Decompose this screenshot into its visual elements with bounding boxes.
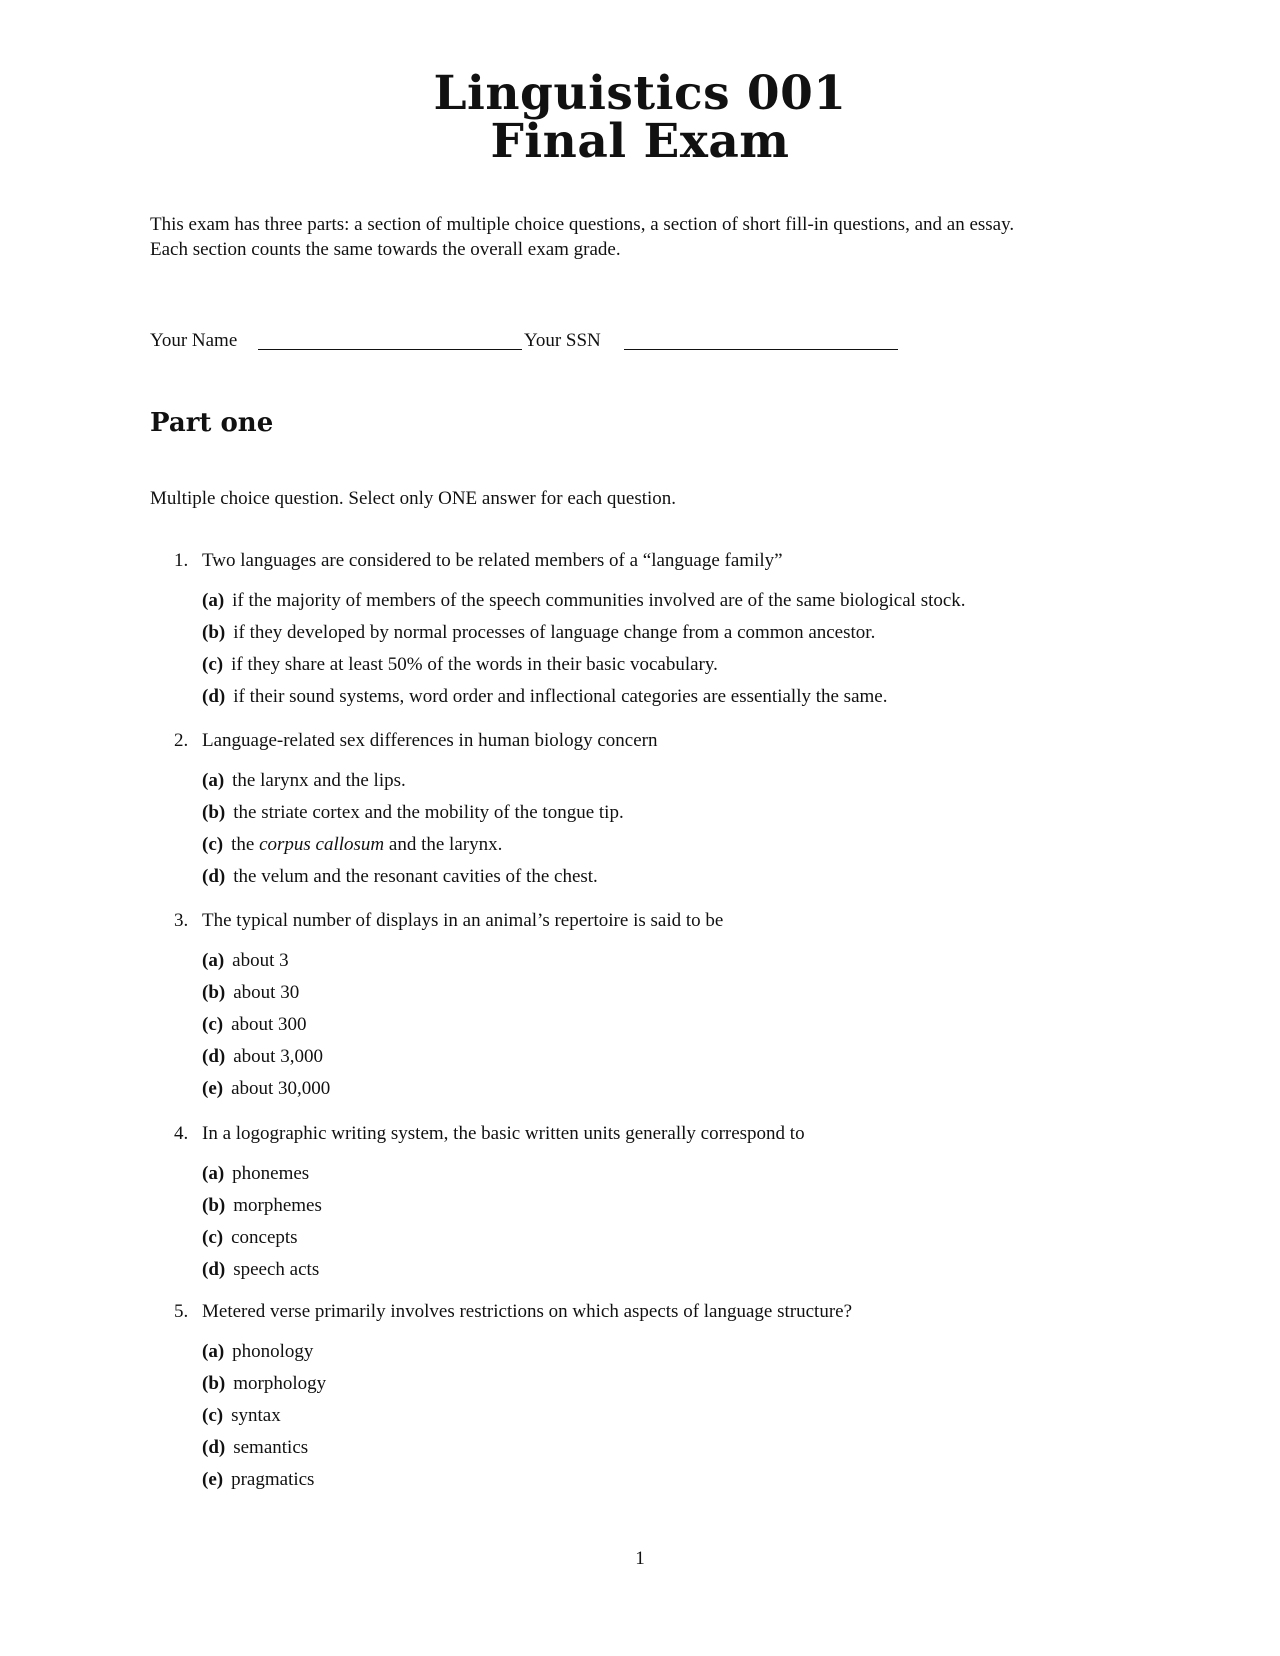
page-number: 1	[635, 1548, 645, 1569]
name-label: Your Name	[150, 330, 238, 351]
option-label: (a)	[202, 770, 225, 791]
option-label: (e)	[202, 1078, 224, 1099]
answer-option[interactable]	[202, 1014, 307, 1036]
option-label: (d)	[202, 866, 226, 887]
ssn-blank[interactable]	[624, 349, 898, 350]
answer-option[interactable]	[202, 1078, 330, 1100]
answer-option[interactable]	[202, 1046, 323, 1068]
intro-line-1: This exam has three parts: a section of multiple choice questions, a section of short fill-in questions, and an essay.	[150, 214, 1015, 235]
answer-option[interactable]	[202, 770, 406, 792]
option-text: if the majority of members of the speech communities involved are of the same biological stock.	[232, 590, 966, 611]
answer-option[interactable]	[202, 1437, 308, 1459]
question-number: 1.	[174, 550, 189, 571]
option-text: the velum and the resonant cavities of the chest.	[233, 866, 598, 887]
part-one-heading: Part one	[150, 408, 274, 438]
option-label: (b)	[202, 802, 226, 823]
answer-option[interactable]	[202, 982, 299, 1004]
answer-option[interactable]	[202, 654, 718, 676]
answer-option[interactable]	[202, 1195, 322, 1217]
option-label: (b)	[202, 982, 226, 1003]
option-text: semantics	[233, 1437, 309, 1458]
question-number: 2.	[174, 730, 189, 751]
answer-option[interactable]	[202, 1373, 326, 1395]
exam-title	[0, 66, 1280, 169]
option-label: (e)	[202, 1469, 224, 1490]
answer-option[interactable]	[202, 1259, 319, 1281]
option-text: about 30,000	[231, 1078, 331, 1099]
option-text: if they share at least 50% of the words in their basic vocabulary.	[231, 654, 718, 675]
option-text: the	[231, 834, 260, 855]
option-text: about 3,000	[233, 1046, 323, 1067]
option-label: (c)	[202, 1405, 224, 1426]
question-number: 4.	[174, 1123, 189, 1144]
title-exam: Final Exam	[490, 114, 790, 169]
option-label: (c)	[202, 834, 224, 855]
instructions: Multiple choice question. Select only ONE answer for each question.	[150, 488, 677, 509]
option-label: (c)	[202, 1227, 224, 1248]
option-label: (b)	[202, 1195, 226, 1216]
option-label: (a)	[202, 590, 225, 611]
question-stem: Two languages are considered to be related members of a “language family”	[202, 550, 783, 571]
answer-option[interactable]	[202, 1405, 281, 1427]
option-label: (a)	[202, 1341, 225, 1362]
option-text: syntax	[231, 1405, 281, 1426]
option-text: the striate cortex and the mobility of the tongue tip.	[233, 802, 624, 823]
option-label: (c)	[202, 1014, 224, 1035]
intro-line-2: Each section counts the same towards the overall exam grade.	[150, 239, 621, 260]
answer-option[interactable]	[202, 622, 875, 644]
question-stem: In a logographic writing system, the basic written units generally correspond to	[202, 1123, 805, 1144]
option-text: morphology	[233, 1373, 327, 1394]
answer-option[interactable]	[202, 1469, 314, 1491]
exam-intro	[150, 212, 1170, 262]
option-text: about 3	[232, 950, 289, 971]
option-text: phonemes	[232, 1163, 310, 1184]
ssn-label: Your SSN	[524, 330, 601, 351]
question-number: 3.	[174, 910, 189, 931]
option-label: (d)	[202, 686, 226, 707]
option-text: pragmatics	[231, 1469, 315, 1490]
question-number: 5.	[174, 1301, 189, 1322]
answer-option[interactable]	[202, 686, 887, 708]
name-blank[interactable]	[258, 349, 522, 350]
option-text: concepts	[231, 1227, 298, 1248]
answer-option[interactable]	[202, 1341, 313, 1363]
answer-option[interactable]	[202, 802, 624, 824]
question-stem: The typical number of displays in an animal’s repertoire is said to be	[202, 910, 724, 931]
title-course: Linguistics 001	[433, 66, 847, 121]
answer-option[interactable]	[202, 1227, 298, 1249]
option-text: about 30	[233, 982, 300, 1003]
option-text-italic: corpus callosum	[259, 834, 385, 855]
option-label: (b)	[202, 1373, 226, 1394]
option-label: (d)	[202, 1437, 226, 1458]
question-stem: Metered verse primarily involves restrictions on which aspects of language structure?	[202, 1301, 853, 1322]
option-label: (a)	[202, 1163, 225, 1184]
option-text: and the larynx.	[384, 834, 503, 855]
option-label: (d)	[202, 1259, 226, 1280]
answer-option[interactable]	[202, 950, 289, 972]
answer-option[interactable]	[202, 866, 598, 888]
option-label: (b)	[202, 622, 226, 643]
option-label: (a)	[202, 950, 225, 971]
option-text: if their sound systems, word order and inflectional categories are essentially the same.	[233, 686, 888, 707]
answer-option[interactable]	[202, 1163, 309, 1185]
option-label: (d)	[202, 1046, 226, 1067]
option-text: phonology	[232, 1341, 314, 1362]
answer-option[interactable]	[202, 834, 502, 856]
option-text: if they developed by normal processes of language change from a common ancestor.	[233, 622, 876, 643]
answer-option[interactable]	[202, 590, 966, 612]
question-stem: Language-related sex differences in human biology concern	[202, 730, 658, 751]
option-text: about 300	[231, 1014, 307, 1035]
option-text: morphemes	[233, 1195, 322, 1216]
option-label: (c)	[202, 654, 224, 675]
option-text: the larynx and the lips.	[232, 770, 406, 791]
option-text: speech acts	[233, 1259, 320, 1280]
